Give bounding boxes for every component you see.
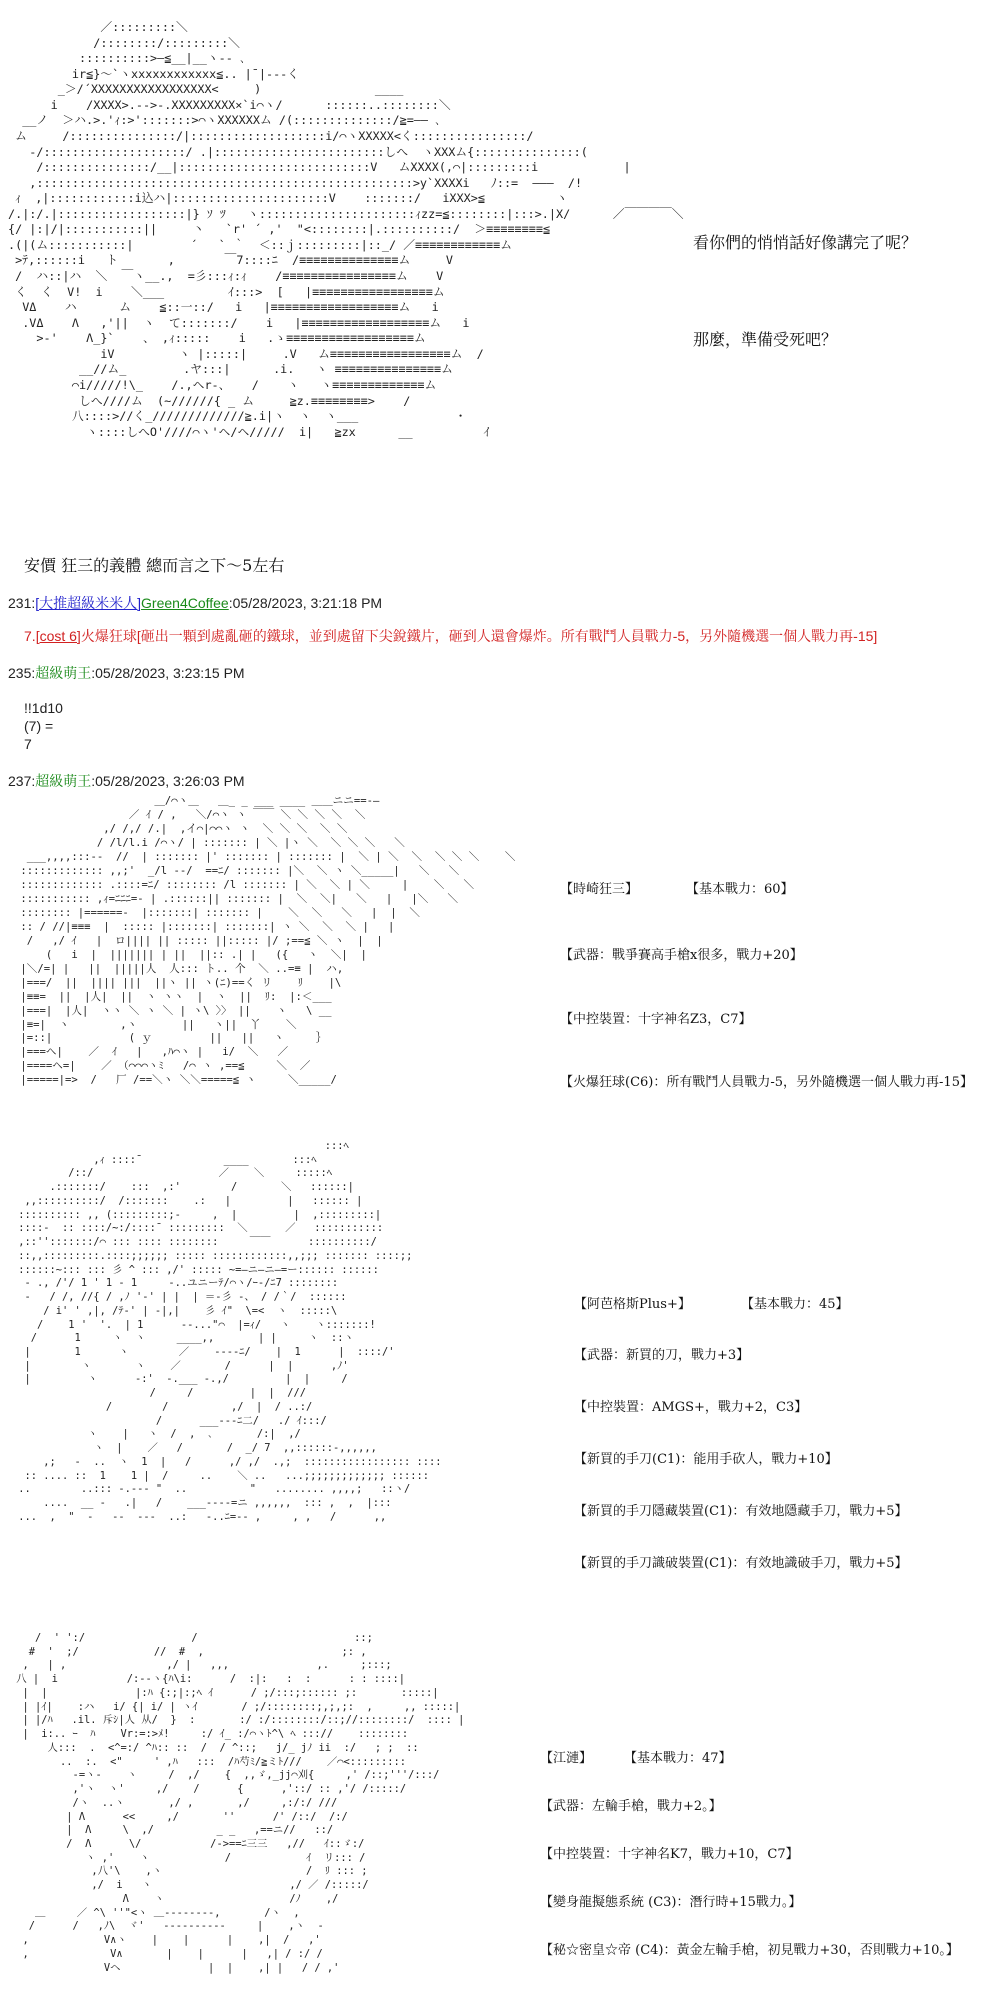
- option-cost: [cost 6]: [35, 628, 81, 644]
- stat-agathos-detect-device: 【新買的手刀識破裝置(C1)：有效地識破手刀，戰力+5】: [574, 1556, 908, 1571]
- post-date: :05/28/2023, 3:26:03 PM: [91, 773, 245, 789]
- dice-command: !!1d10: [24, 700, 63, 716]
- post-header-231: [8, 593, 382, 613]
- option-number: 7.: [24, 628, 36, 644]
- stat-kurumi-skill: 【火爆狂球(C6)：所有戰鬥人員戰力-5，另外隨機選一個人戰力再-15】: [560, 1075, 973, 1090]
- stat-agathos-control: 【中控裝置：AMGS+，戰力+2，C3】: [574, 1400, 808, 1415]
- post-number: 237:: [8, 773, 36, 789]
- stat-agathos-weapon: 【武器：新買的刀，戰力+3】: [574, 1348, 750, 1363]
- option-text: 火爆狂球[砸出一顆到處亂砸的鐵球，並到處留下尖銳鐵片，砸到人還會爆炸。所有戰鬥人員戰力-5，另外隨機選一個人戰力再-15]: [80, 628, 878, 644]
- speech-line-1: 看你們的悄悄話好像講完了呢？: [693, 233, 918, 252]
- stat-kurumi-control: 【中控裝置：十字神名Z3，C7】: [560, 1012, 752, 1027]
- stat-agathos-handblade: 【新買的手刀(C1)：能用手砍人，戰力+10】: [574, 1452, 838, 1467]
- post-date: :05/28/2023, 3:23:15 PM: [91, 665, 245, 681]
- stat-kurumi-name: 【時崎狂三】: [560, 882, 639, 897]
- stat-jiangchi-control: 【中控裝置：十字神名K7，戰力+10，C7】: [540, 1847, 799, 1862]
- ascii-art-kurumi-iron-ball: ／:::::::::＼ /::::::::/:::::::::＼ ::::::::::>―≦__|__ヽ-- ､ ir≦}～`ヽxxxxxxxxxxxx≦.. |¯|--‐く _＞/´XXXXXXXXXXXXXXXXX< ) ____ i /XXXX>.-->-.XXXXXXXXX×`i⌒ヽ/ ::::::..::::::::＼ __ノ ＞ハ.>.'ｨ:>':::::::>⌒ヽXXXXXXム /(::::::::::::::/≧=―― ､ ム /:::::::::::::::/|:::::::::::::::::::i/⌒ヽXXXXX<く::::::::::::::::/ ‐/::::::::::::::::::::/ .|::::::::::::::::::::::::しへ ヽXXXム{:::::::::::::::( /:::::::::::::::/__|:::::::::::::::::::::::::::V ムXXXX(,⌒|:::::::::i | ,:::::::::::::::::::::::::::::::::::::::::::::::::::::>y`XXXXi ﾉ::= ――― /! ｨ ,|::::::::::::i込ハ|::::::::::::::::::::::V :::::::/ iXXX>≦ ヽ /.|:/.|::::::::::::::::::|} ｿ ﾂ ヽ::::::::::::::::::::::ｨzz=≦::::::::|:::>.|X/ ／￣￣￣￣＼ {/ |:|/|:::::::::::|| 丶 `r' ´ ,' "<::::::::|.::::::::::/ ＞≡≡≡≡≡≡≡≡≦ .(|(ム:::::::::::| ´ ` ｀ ＜::ｊ:::::::::|::_/ ／≡≡≡≡≡≡≡≡≡≡≡≡ム >ﾃ,::::::i ト , ￣7::::ﾆ /≡≡≡≡≡≡≡≡≡≡≡≡≡≡ム V / ハ::|ハ ＼ ￣ヽ__., =彡:::ｨ:ｨ /≡≡≡≡≡≡≡≡≡≡≡≡≡≡≡≡ム V く く V! i ＼___ ｲ:::> [ |≡≡≡≡≡≡≡≡≡≡≡≡≡≡≡≡≡ム VΔ ハ ム ≦::一::/ i |≡≡≡≡≡≡≡≡≡≡≡≡≡≡≡≡≡≡ム i .VΔ Λ ,'|| ヽ て:::::::/ i |≡≡≡≡≡≡≡≡≡≡≡≡≡≡≡≡≡≡ム i >-' Λ_}` 、 ,ｨ::::: i .ゝ≡≡≡≡≡≡≡≡≡≡≡≡≡≡≡≡≡≡ム iV ヽ |:::::| .V ム≡≡≡≡≡≡≡≡≡≡≡≡≡≡≡≡≡ム / __//ム_ .ヤ:::| .i. ヽ ≡≡≡≡≡≡≡≡≡≡≡≡≡≡≡ム ⌒i/////!\_ /.,ヘr-、 / ヽ ヽ≡≡≡≡≡≡≡≡≡≡≡≡≡ム しへ////ム (~//////{ _ ム ≧z.≡≡≡≡≡≡≡≡> / 八::::>//く_/////////////≧.i|ヽ ヽ ヽ___ ･ ヽ::::しへO'////⌒ヽ'ヘ/ヘ///// i| ≧zx __ ｲ: [8, 20, 684, 439]
- stat-jiangchi-secret-emperor: 【秘☆密皇☆帝 (C4)：黃金左輪手槍，初見戰力+30，否則戰力+10。】: [540, 1943, 959, 1958]
- stat-jiangchi-name: 【江漣】: [540, 1751, 593, 1766]
- ascii-art-agathos-portrait: :::ﾍ ,ｨ ::::¯ ____ :::ﾍ /::/ ／ ＼ :::::ﾍ .:::::::/ ::: ,:' / ＼ ::::::| ,,::::::::::/ /::::::: .: | | :::::: | :::::::::: ,, (:::::::::;- , | | ,:::::::::| ::::- :: ::::/~:/::::¯ ::::::::: ＼ ／ ::::::::::: ,::'':::::::/⌒ ::: :::: :::::::: ￣￣ ::::::::::/ ::,,:::::::::.::::;;;;;; ::::: ::::::::::::,,;;; ::::::: ::::;; ::::::~::: ::: 彡 ^ ::: ,/' ::::: ~=―ニ―ニ―=ー:::::: :::::: - ., /'/ 1 ' 1 - 1 -..ユニーﾃ/⌒ヽ/ｰ-/ﾆ7 :::::::: - / /, //{ / ,ﾉ '-' | | | ＝-彡 -、 / /｀/ :::::: / i' ' ,|, /ﾃ-' | -|,| 彡 ｲ" \=< ヽ :::::\ / 1 ' '. | 1 --..."⌒ |=ｨ/ ヽ ヽ:::::::! / 1 ヽ ヽ ____,, | | ヽ ::ヽ | 1 ヽ ／ ----ﾆ/ | 1 | ::::/' | ヽ ヽ ／ / | | ,ﾉ' | ヽ -:' -.___ -.,/ | | / / / | | /// / / ,/ | / ..:/ / ___---ﾆ二/ ./ ｲ:::/ ヽ | ヽ / , ､ /:| ,/ ヽ | ／ / / _/ 7 ,,::::::-,,,,,, ,; - .. ヽ 1 | / ,/ ,/ .,; ::::::::::::::::: :::: :: .... :: 1 1 | / .. ＼ .. ...;;;;;;;;;;;;; :::::: .. ..::: -.--- " .. " ........ ,,,,; ::ヽ/ .... __ - .| / ___----=ニ ,,,,,, ::: , , |::: ... , " - -- --- ..: -..ﾆ=-- , , , / ,,: [18, 1140, 442, 1523]
- ascii-art-jiangchi-portrait: / ' ':/ / ::; # ' ;/ // # , ;: , , | , ,/ | ,,, ,. ;:::; 八 | i /:-‐ヽ{ﾊ\i: / :|: : : : : ::::| | | |:ﾊ {:;|:;ﾍ ｲ / ;/:::;:::::: ;: :::::| | |ｲ| :ハ i/ {| i/ | ヽｲ / ;/::::::::;,;,;: , ,, :::::| | |/ﾊ .il. 斥ｼ|人 从/ } : :/ :/::::::::/::;//::::::::/ :::: | | i:.. ｰ ﾊ Vr:=:>ﾒ! :/ ｲ_ :/⌒ヽﾄ^\ ﾍ :::// :::::::: 人::: . <^=:/ ^ﾊ:: :: / / ^::; j/_ jﾉ ii :/ ; ; :: .. :. <" ' ,ﾊ ::: /ﾊ芍ﾐ/≧ミﾄ/// ／⌒<::::::::: -=ヽ- ヽ / ,/ { ,,ゞ,_jj⌒刈{ ,' /::;'''/:::/ ,'ヽ ヽ' ,/ / { ,'::/ :: ,'/ /:::::/ /ヽ ..ヽ ,/ , ,/ ,:/:/ /// | Λ << ,/ '' /' /::/ /:/ | Λ \ ,/ _ _ ,==ニ// ::/ / Λ \/ /‐>==ﾆ三三 ,// ｲ::ゞ:/ ヽ ,' ヽ / ｲ リ::: / ,八'\ ,ヽ / ﾘ ::: ; ,/ i ヽ ,/ ／ /:::::/ Λ ヽ /ﾉ ,/ ＿ ／ ^\ ''"<ヽ ＿--------, /ヽ , / / ,ﾉ\ ヾ' ---------- | ,ヽ ‐ , V∧ヽ | | | ,| / ,' , V∧ | | | ,| / :/ / Vヘ | | ,| | / / ,': [16, 1632, 465, 1974]
- poster-name[interactable]: 超級萌王: [35, 773, 92, 789]
- post-number: 231:: [8, 595, 36, 611]
- post-number: 235:: [8, 665, 36, 681]
- option-line: [24, 626, 994, 646]
- stat-jiangchi-dragon-system: 【變身龍擬態系統 (C3)：潛行時+15戰力。】: [540, 1895, 802, 1910]
- stat-kurumi-weapon: 【武器：戰爭賽高手槍x很多，戰力+20】: [560, 948, 803, 963]
- stat-kurumi-base-power: 【基本戰力：60】: [686, 882, 794, 897]
- dice-result: 7: [24, 736, 32, 752]
- poster-name[interactable]: [35, 595, 228, 611]
- post-date: :05/28/2023, 3:21:18 PM: [228, 595, 383, 611]
- stat-agathos-hide-device: 【新買的手刀隱藏裝置(C1)：有效地隱藏手刀，戰力+5】: [574, 1504, 908, 1519]
- poster-name[interactable]: 超級萌王: [35, 665, 92, 681]
- summary-line: 安價 狂三的義體 總而言之下〜5左右: [24, 556, 285, 575]
- dice-roll: (7) =: [24, 718, 54, 734]
- post-header-237: [8, 771, 245, 791]
- post-header-235: [8, 663, 245, 683]
- stat-jiangchi-weapon: 【武器：左輪手槍，戰力+2。】: [540, 1799, 722, 1814]
- poster-name-link[interactable]: [大推超級米米人]: [35, 595, 142, 611]
- stat-jiangchi-base-power: 【基本戰力：47】: [624, 1751, 732, 1766]
- stat-agathos-base-power: 【基本戰力：45】: [741, 1297, 849, 1312]
- ascii-art-kurumi-portrait: ＿/⌒ヽ＿ ＿_ _ ___ ____ ＿＿ニニ==-― ／ ｲ / , ＼/⌒ヽ ヽ ￣￣ ＼ ＼ ＼ ＼ ＼ ,/ /,/ /.| ,イ⌒|⌒⌒ヽ ヽ ＼ ＼ ＼ ＼ ＼ / /l/l.i /⌒ヽ/ | ::::::: | ＼ |ヽ ＼ ＼ ＼ ＼ ＼ ___,,,,:::-- // | ::::::: |' ::::::: | ::::::: | ＼ | ＼ ＼ ＼ ＼ ＼ ＼ ::::::::::::: ,,;' _/l --/ ==ﾆ/ ::::::: |＼ ＼ ヽ ＼_____| ＼ ＼ ::::::::::::: .::::=ﾆ/ :::::::: /l ::::::: | ＼ ＼ | ＼ | ＼ ＼ ::::::::::: ,ｨ=ﾆﾆﾆ=- | .::::::|| ::::::: | ＼ ＼| ＼ | |＼ ＼ :::::::: |======- |:::::::| ::::::: | ＼ ＼ ＼ | | ＼ :: / //|≡≡≡ | ::::: |:::::::| :::::::| ヽ ＼ ＼ ＼ | | / ,/ ｲ | ロ|||| || ::::: ||::::: |/ ;==≦ ＼ ヽ | | ( i | ||||||| | || ||:: .| | ({ ヽ ＼| | |＼/=| | || |||||人 人::: ト.. 个 ＼ ..=≡ | ハ, |===/ || |||| ||| ||ヽ || ヽ(ﾆ)==く リ ﾘ |\ |≡≡= || |人| || ヽ ヽヽ | ヽ || ﾘ: |:＜___ |===| |人| ヽヽ ＼ ヽ ＼ | ヽ\ 〉〉 || ヽ \ __ |≡=| ヽ ,ヽ || ヽ|| 丫 ＼ |=::| ( ｙ || || ヽ ｝ |===ヘ| ／ ｲ | ,ﾊ⌒ヽ | i/ ＼ ／ |====ヘ=| ／ （⌒⌒⌒ヽﾐ /⌒ ヽ ,==≦ ＼ ／ |=====|=> / 厂 /==＼ヽ ＼＼=====≦ ヽ ＼_____/: [20, 795, 516, 1087]
- poster-name-suffix[interactable]: Green4Coffee: [141, 595, 229, 611]
- stat-agathos-name: 【阿芭格斯Plus+】: [574, 1297, 691, 1312]
- speech-line-2: 那麼，準備受死吧？: [693, 330, 838, 349]
